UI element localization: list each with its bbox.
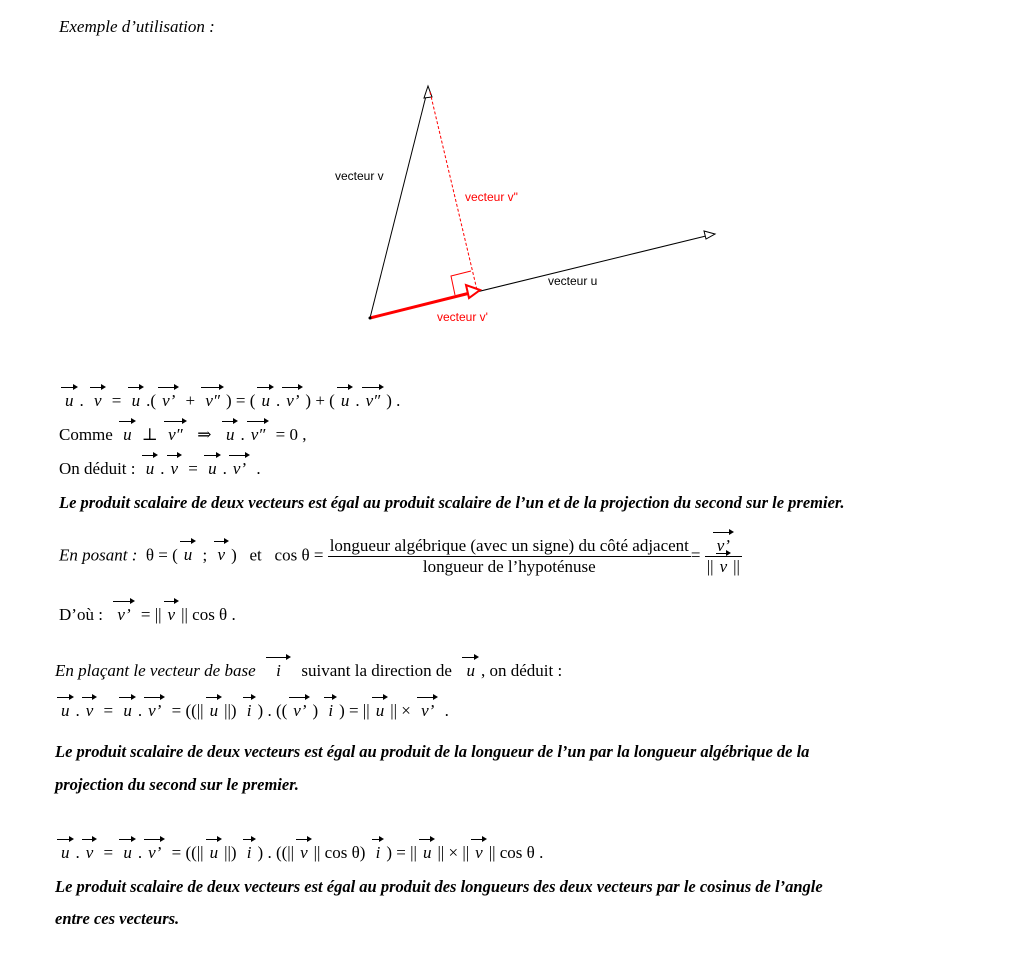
label-vecteur-v: vecteur v	[335, 169, 384, 183]
equation-line-2: Comme u ⊥ v″ ⇒ u . v″ = 0 ,	[59, 425, 307, 444]
statement-2-line-1: Le produit scalaire de deux vecteurs est égal au produit de la longueur de l’un par la longueur algébrique de la	[55, 742, 810, 761]
cos-fraction: $\frac{\text{longueur algébrique (avec un signe) du côté adjacent}}{\text{longueur de l’hypoténuse}}$	[329, 536, 689, 576]
vector-v-line	[370, 88, 428, 318]
equation-line-7: En plaçant le vecteur de base i suivant la direction de u , on déduit :	[55, 661, 563, 680]
equation-line-9: u . v = u . v’ = ((|| u ||) i ) . ((|| v || cos θ) i ) = || u || × || v || cos θ .	[55, 843, 543, 863]
equation-line-1: u . v = u .( v’ + v″ ) = ( u . v’ ) + ( u . v″ ) .	[59, 391, 400, 411]
vector-v1-arrowhead	[466, 285, 480, 298]
statement-2-line-2: projection du second sur le premier.	[55, 775, 299, 794]
label-vecteur-u: vecteur u	[548, 274, 598, 288]
equation-line-3: On déduit : u . v = u . v’ .	[59, 459, 261, 478]
statement-3-line-2: entre ces vecteurs.	[55, 909, 180, 928]
vp-over-norm-v-fraction: $\frac{v’}{|| v ||}$	[706, 536, 740, 576]
label-vecteur-v1: vecteur v'	[437, 310, 488, 324]
vector-u-arrowhead	[704, 231, 715, 239]
statement-1: Le produit scalaire de deux vecteurs est égal au produit scalaire de l’un et de la projection du second sur le premier.	[59, 493, 845, 512]
statement-3-line-1: Le produit scalaire de deux vecteurs est égal au produit des longueurs des deux vecteurs par le cosinus de l’angle	[55, 877, 823, 896]
equation-line-5: En posant : θ = ( u ; v ) et cos θ = $\frac{\text{longueur algébrique (avec un signe) du côté adjacent}}{\text{longueur de l’hypoténuse}}$ = $\frac{v’}{|| v ||}$	[59, 536, 740, 576]
heading: Exemple d’utilisation :	[59, 17, 215, 36]
label-vecteur-v2: vecteur v"	[465, 190, 518, 204]
equation-line-6: D’où : v’ = || v || cos θ .	[59, 605, 236, 624]
vector-v-arrowhead	[424, 86, 432, 98]
vector-figure	[320, 80, 740, 340]
equation-line-8: u . v = u . v’ = ((|| u ||) i ) . (( v’ ) i ) = || u || × v’ .	[55, 701, 449, 721]
